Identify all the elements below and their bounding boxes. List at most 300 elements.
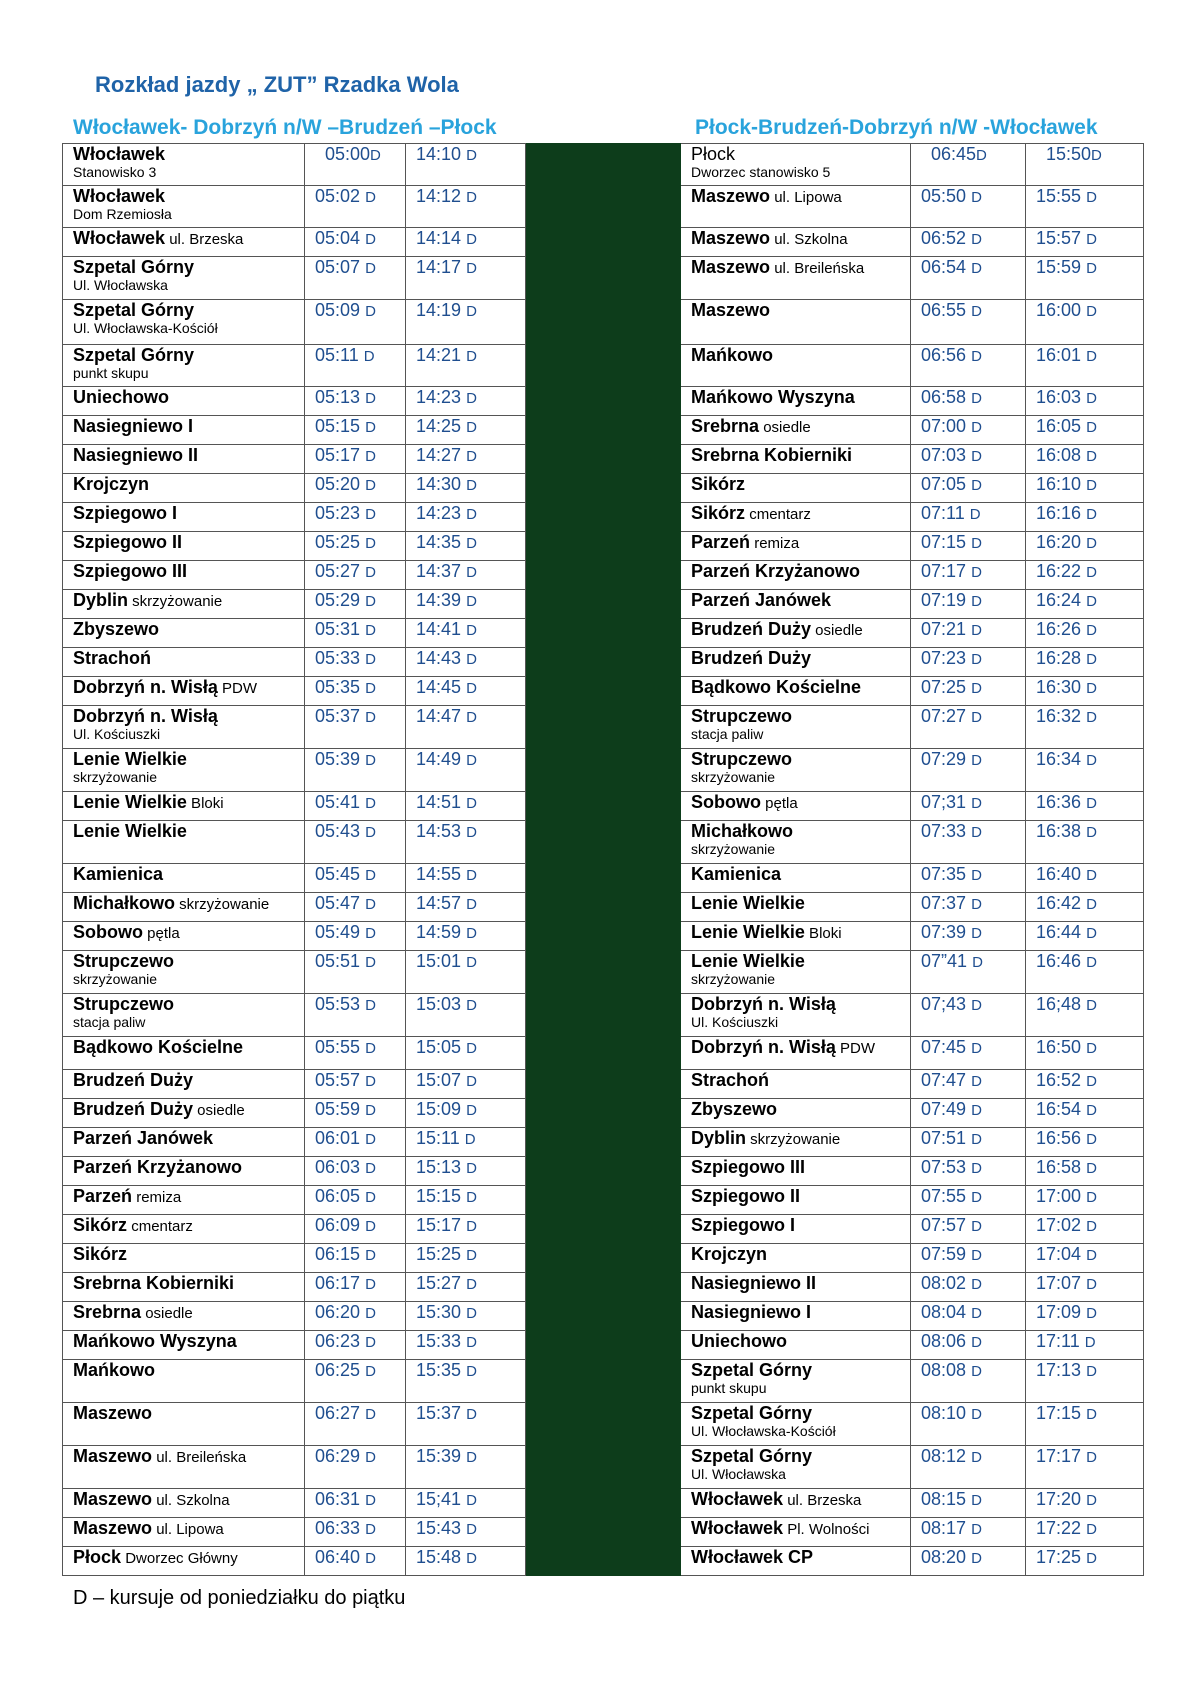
stop-name-cell <box>681 648 911 677</box>
time-value: 07:19 <box>921 590 967 610</box>
departure-time <box>1036 228 1097 248</box>
time-value: 17:07 <box>1036 1273 1082 1293</box>
departure-time-cell <box>305 1331 406 1360</box>
day-code: D <box>971 564 982 581</box>
departure-time-cell <box>406 1273 526 1302</box>
day-code: D <box>971 997 982 1014</box>
separator-column <box>526 792 681 821</box>
day-code: D <box>1086 303 1097 320</box>
day-code: D <box>1086 535 1097 552</box>
table-row <box>63 994 1144 1037</box>
departure-time-cell <box>911 1157 1026 1186</box>
departure-time-cell <box>305 1070 406 1099</box>
day-code: D <box>1086 1276 1097 1293</box>
separator-column <box>526 1186 681 1215</box>
departure-time <box>1036 1518 1097 1538</box>
time-value: 07:49 <box>921 1099 967 1119</box>
day-code: D <box>365 1521 376 1538</box>
stop-name-cell <box>63 1099 305 1128</box>
day-code: D <box>365 506 376 523</box>
departure-time <box>416 1037 477 1057</box>
day-code: D <box>1086 1550 1097 1567</box>
day-code: D <box>1086 564 1097 581</box>
time-value: 06:27 <box>315 1403 361 1423</box>
departure-time <box>315 257 376 277</box>
departure-time <box>315 1547 376 1567</box>
stop-subtitle: Ul. Włocławska-Kościół <box>691 1423 836 1439</box>
departure-time <box>921 445 982 465</box>
departure-time-cell <box>911 1446 1026 1489</box>
departure-time-cell <box>1026 864 1144 893</box>
departure-time <box>921 590 982 610</box>
direction-heading-return: Płock-Brudzeń-Dobrzyń n/W -Włocławek <box>695 116 1098 139</box>
departure-time <box>416 474 477 494</box>
day-code: D <box>365 1131 376 1148</box>
table-row <box>63 228 1144 257</box>
time-value: 07:33 <box>921 821 967 841</box>
stop-detail: Bloki <box>804 925 842 942</box>
departure-time-cell <box>406 749 526 792</box>
time-value: 16:05 <box>1036 416 1082 436</box>
time-value: 08:10 <box>921 1403 967 1423</box>
departure-time-cell <box>406 1037 526 1070</box>
stop-name: Lenie Wielkie <box>73 792 187 812</box>
departure-time-cell <box>406 821 526 864</box>
stop-name-cell <box>681 345 911 387</box>
departure-time <box>921 619 982 639</box>
departure-time-cell <box>911 590 1026 619</box>
stop-name: Włocławek <box>73 186 166 206</box>
departure-time-cell <box>911 677 1026 706</box>
time-value: 08:08 <box>921 1360 967 1380</box>
stop-name-cell <box>63 677 305 706</box>
time-value: 16:08 <box>1036 445 1082 465</box>
time-value: 05:41 <box>315 792 361 812</box>
departure-time-cell <box>911 922 1026 951</box>
departure-time <box>1036 416 1097 436</box>
table-row <box>63 864 1144 893</box>
day-code: D <box>1086 1131 1097 1148</box>
departure-time <box>921 706 982 726</box>
day-code: D <box>971 680 982 697</box>
stop-name-cell <box>681 474 911 503</box>
departure-time <box>416 1489 477 1509</box>
time-value: 05:07 <box>315 257 361 277</box>
day-code: D <box>1086 680 1097 697</box>
day-code: D <box>971 1040 982 1057</box>
stop-name: Lenie Wielkie <box>691 893 805 913</box>
departure-time <box>315 228 376 248</box>
departure-time-cell <box>911 1273 1026 1302</box>
departure-time-cell <box>1026 387 1144 416</box>
stop-name-cell <box>63 474 305 503</box>
table-row <box>63 1215 1144 1244</box>
time-value: 16:58 <box>1036 1157 1082 1177</box>
stop-name: Mańkowo Wyszyna <box>73 1331 237 1351</box>
departure-time <box>1036 257 1097 277</box>
stop-name: Szpetal Górny <box>691 1360 813 1380</box>
day-code: D <box>466 997 477 1014</box>
departure-time-cell <box>406 922 526 951</box>
stop-name-cell <box>63 1244 305 1273</box>
stop-name-cell <box>681 792 911 821</box>
stop-name-cell <box>681 387 911 416</box>
day-code: D <box>365 1449 376 1466</box>
time-value: 05:55 <box>315 1037 361 1057</box>
time-value: 15:39 <box>416 1446 462 1466</box>
time-value: 07:15 <box>921 532 967 552</box>
separator-column <box>526 387 681 416</box>
stop-name-cell <box>681 257 911 300</box>
time-value: 05:04 <box>315 228 361 248</box>
stop-name-cell <box>681 893 911 922</box>
table-row <box>63 186 1144 228</box>
departure-time <box>921 821 982 841</box>
departure-time <box>1036 1070 1097 1090</box>
stop-name-cell <box>63 994 305 1037</box>
time-value: 08:04 <box>921 1302 967 1322</box>
separator-column <box>526 1489 681 1518</box>
stop-name: Szpiegowo I <box>73 503 178 523</box>
departure-time-cell <box>305 792 406 821</box>
departure-time-cell <box>1026 228 1144 257</box>
stop-name: Sikórz <box>691 474 746 494</box>
stop-name-cell <box>63 228 305 257</box>
departure-time <box>315 561 376 581</box>
departure-time-cell <box>305 1403 406 1446</box>
day-code: D <box>466 709 477 726</box>
day-code: D <box>466 622 477 639</box>
departure-time-cell <box>305 864 406 893</box>
day-code: D <box>466 1247 477 1264</box>
table-row <box>63 1273 1144 1302</box>
separator-column <box>526 300 681 345</box>
departure-time <box>416 922 477 942</box>
time-value: 15:17 <box>416 1215 462 1235</box>
table-row <box>63 1518 1144 1547</box>
time-value: 16:24 <box>1036 590 1082 610</box>
time-value: 16:28 <box>1036 648 1082 668</box>
day-code: D <box>365 419 376 436</box>
departure-time <box>921 387 982 407</box>
stop-name: Parzeń <box>691 532 751 552</box>
departure-time-cell <box>1026 1518 1144 1547</box>
time-value: 07:53 <box>921 1157 967 1177</box>
time-value: 14:27 <box>416 445 462 465</box>
time-value: 07:39 <box>921 922 967 942</box>
stop-name-cell <box>681 1403 911 1446</box>
time-value: 16;48 <box>1036 994 1082 1014</box>
departure-time-cell <box>911 416 1026 445</box>
departure-time <box>921 1037 982 1057</box>
departure-time-cell <box>406 532 526 561</box>
stop-detail: osiedle <box>811 622 863 639</box>
departure-time <box>315 994 376 1014</box>
departure-time-cell <box>911 1403 1026 1446</box>
time-value: 06:31 <box>315 1489 361 1509</box>
day-code: D <box>1086 896 1097 913</box>
stop-name-cell <box>681 144 911 186</box>
departure-time-cell <box>305 561 406 590</box>
day-code: D <box>466 1073 477 1090</box>
table-row <box>63 387 1144 416</box>
departure-time <box>921 1070 982 1090</box>
stop-name: Szpiegowo II <box>691 1186 801 1206</box>
time-value: 07:29 <box>921 749 967 769</box>
time-value: 14:55 <box>416 864 462 884</box>
stop-detail: ul. Breileńska <box>152 1449 247 1466</box>
day-code: D <box>1086 1363 1097 1380</box>
departure-time <box>921 1215 982 1235</box>
departure-time <box>1036 1215 1097 1235</box>
departure-time <box>416 821 477 841</box>
departure-time <box>315 648 376 668</box>
day-code: D <box>365 448 376 465</box>
stop-name-cell <box>681 706 911 749</box>
stop-name-cell <box>681 590 911 619</box>
time-value: 17:00 <box>1036 1186 1082 1206</box>
stop-detail: cmentarz <box>127 1218 193 1235</box>
time-value: 14:19 <box>416 300 462 320</box>
departure-time <box>1036 1331 1096 1351</box>
time-value: 05:17 <box>315 445 361 465</box>
departure-time <box>315 922 376 942</box>
day-code: D <box>1086 419 1097 436</box>
time-value: 05:15 <box>315 416 361 436</box>
departure-time <box>1036 951 1097 971</box>
day-code: D <box>971 348 982 365</box>
time-value: 05:49 <box>315 922 361 942</box>
time-value: 07:21 <box>921 619 967 639</box>
departure-time <box>315 821 376 841</box>
day-code: D <box>1086 954 1097 971</box>
stop-name: Szpetal Górny <box>691 1403 813 1423</box>
day-code: D <box>1086 1449 1097 1466</box>
stop-name: Włocławek <box>691 1489 784 1509</box>
day-code: D <box>1086 651 1097 668</box>
time-value: 07:35 <box>921 864 967 884</box>
stop-name-cell <box>63 1037 305 1070</box>
stop-name-cell <box>681 677 911 706</box>
stop-name-cell <box>681 1215 911 1244</box>
stop-name-cell <box>681 228 911 257</box>
separator-column <box>526 1157 681 1186</box>
stop-detail: Bloki <box>186 795 224 812</box>
stop-detail: PDW <box>835 1040 876 1057</box>
table-row <box>63 1244 1144 1273</box>
day-code: D <box>971 477 982 494</box>
departure-time-cell <box>911 257 1026 300</box>
time-value: 16:00 <box>1036 300 1082 320</box>
time-value: 16:20 <box>1036 532 1082 552</box>
stop-name: Parzeń Krzyżanowo <box>73 1157 243 1177</box>
day-code: D <box>1091 147 1102 164</box>
time-value: 15:33 <box>416 1331 462 1351</box>
departure-time-cell <box>911 1215 1026 1244</box>
stop-name: Michałkowo <box>691 821 794 841</box>
departure-time <box>416 1244 477 1264</box>
departure-time-cell <box>305 706 406 749</box>
separator-column <box>526 1215 681 1244</box>
separator-column <box>526 561 681 590</box>
stop-name: Dyblin <box>691 1128 747 1148</box>
departure-time-cell <box>911 387 1026 416</box>
departure-time <box>921 1446 982 1466</box>
separator-column <box>526 445 681 474</box>
departure-time-cell <box>406 1186 526 1215</box>
departure-time-cell <box>406 1360 526 1403</box>
day-code: D <box>466 1334 477 1351</box>
departure-time-cell <box>406 1099 526 1128</box>
separator-column <box>526 706 681 749</box>
departure-time-cell <box>305 648 406 677</box>
departure-time <box>921 1331 982 1351</box>
stop-name: Maszewo <box>73 1403 153 1423</box>
time-value: 16:46 <box>1036 951 1082 971</box>
departure-time <box>315 677 376 697</box>
table-row <box>63 1070 1144 1099</box>
table-row <box>63 893 1144 922</box>
departure-time-cell <box>911 994 1026 1037</box>
departure-time-cell <box>1026 345 1144 387</box>
stop-name: Szpiegowo III <box>73 561 188 581</box>
departure-time <box>315 300 376 320</box>
table-row <box>63 749 1144 792</box>
day-code: D <box>365 1040 376 1057</box>
departure-time <box>416 1099 477 1119</box>
departure-time <box>1036 1037 1097 1057</box>
stop-name: Krojczyn <box>691 1244 768 1264</box>
time-value: 16:50 <box>1036 1037 1082 1057</box>
time-value: 17:22 <box>1036 1518 1082 1538</box>
departure-time-cell <box>305 186 406 228</box>
time-value: 17:15 <box>1036 1403 1082 1423</box>
departure-time-cell <box>1026 1360 1144 1403</box>
departure-time <box>315 1446 376 1466</box>
separator-column <box>526 994 681 1037</box>
stop-name-cell <box>63 648 305 677</box>
stop-name-cell <box>681 1037 911 1070</box>
day-code: D <box>971 795 982 812</box>
departure-time-cell <box>305 1186 406 1215</box>
departure-time-cell <box>305 503 406 532</box>
departure-time <box>1036 345 1097 365</box>
stop-name: Strupczewo <box>691 706 793 726</box>
time-value: 15:48 <box>416 1547 462 1567</box>
departure-time <box>315 1489 376 1509</box>
departure-time <box>315 1244 376 1264</box>
departure-time <box>416 864 477 884</box>
stop-name: Włocławek <box>73 144 166 164</box>
stop-name-cell <box>63 1128 305 1157</box>
day-code: D <box>466 1189 477 1206</box>
departure-time <box>416 677 477 697</box>
stop-subtitle: Stanowisko 3 <box>73 164 157 180</box>
stop-name: Sobowo <box>691 792 761 812</box>
departure-time-cell <box>406 1128 526 1157</box>
departure-time <box>416 1360 477 1380</box>
time-value: 05:45 <box>315 864 361 884</box>
time-value: 05:23 <box>315 503 361 523</box>
day-code: D <box>1086 231 1097 248</box>
stop-name-cell <box>63 1489 305 1518</box>
departure-time <box>315 1273 376 1293</box>
departure-time-cell <box>406 1518 526 1547</box>
departure-time <box>921 922 982 942</box>
departure-time-cell <box>406 792 526 821</box>
time-value: 15:50 <box>1046 144 1092 164</box>
time-value: 05:27 <box>315 561 361 581</box>
departure-time-cell <box>406 503 526 532</box>
table-row <box>63 1128 1144 1157</box>
table-row <box>63 1186 1144 1215</box>
time-value: 16:22 <box>1036 561 1082 581</box>
departure-time-cell <box>1026 792 1144 821</box>
day-code: D <box>971 189 982 206</box>
departure-time-cell <box>1026 503 1144 532</box>
departure-time-cell <box>911 445 1026 474</box>
stop-subtitle: Dworzec stanowisko 5 <box>691 164 831 180</box>
day-code: D <box>365 954 376 971</box>
time-value: 16:56 <box>1036 1128 1082 1148</box>
stop-name: Zbyszewo <box>691 1099 778 1119</box>
departure-time-cell <box>406 1215 526 1244</box>
time-value: 07:03 <box>921 445 967 465</box>
time-value: 08:02 <box>921 1273 967 1293</box>
departure-time-cell <box>911 792 1026 821</box>
time-value: 16:42 <box>1036 893 1082 913</box>
departure-time-cell <box>1026 186 1144 228</box>
stop-subtitle: skrzyżowanie <box>73 971 158 987</box>
departure-time <box>1036 619 1097 639</box>
time-value: 15:59 <box>1036 257 1082 277</box>
day-code: D <box>466 1406 477 1423</box>
departure-time-cell <box>911 1518 1026 1547</box>
day-code: D <box>971 1189 982 1206</box>
time-value: 15;41 <box>416 1489 462 1509</box>
day-code: D <box>365 535 376 552</box>
stop-name: Krojczyn <box>73 474 150 494</box>
time-value: 05:11 <box>315 345 359 365</box>
time-value: 07:11 <box>921 503 965 523</box>
departure-time-cell <box>305 619 406 648</box>
stop-name: Lenie Wielkie <box>73 821 187 841</box>
departure-time <box>416 416 477 436</box>
stop-name: Maszewo <box>691 186 771 206</box>
departure-time-cell <box>305 1302 406 1331</box>
time-value: 17:11 <box>1036 1331 1080 1351</box>
stop-name: Strachoń <box>691 1070 770 1090</box>
day-code: D <box>365 593 376 610</box>
stop-name: Sikórz <box>73 1215 128 1235</box>
day-code: D <box>365 1363 376 1380</box>
stop-name-cell <box>63 144 305 186</box>
time-value: 07:55 <box>921 1186 967 1206</box>
departure-time <box>1036 445 1097 465</box>
separator-column <box>526 257 681 300</box>
table-row <box>63 1331 1144 1360</box>
day-code: D <box>971 1550 982 1567</box>
departure-time <box>1036 300 1097 320</box>
stop-name-cell <box>63 706 305 749</box>
departure-time-cell <box>911 893 1026 922</box>
table-row <box>63 257 1144 300</box>
time-value: 06:40 <box>315 1547 361 1567</box>
stop-name-cell <box>63 561 305 590</box>
departure-time-cell <box>911 864 1026 893</box>
departure-time-cell <box>911 1070 1026 1099</box>
stop-name-cell <box>681 416 911 445</box>
